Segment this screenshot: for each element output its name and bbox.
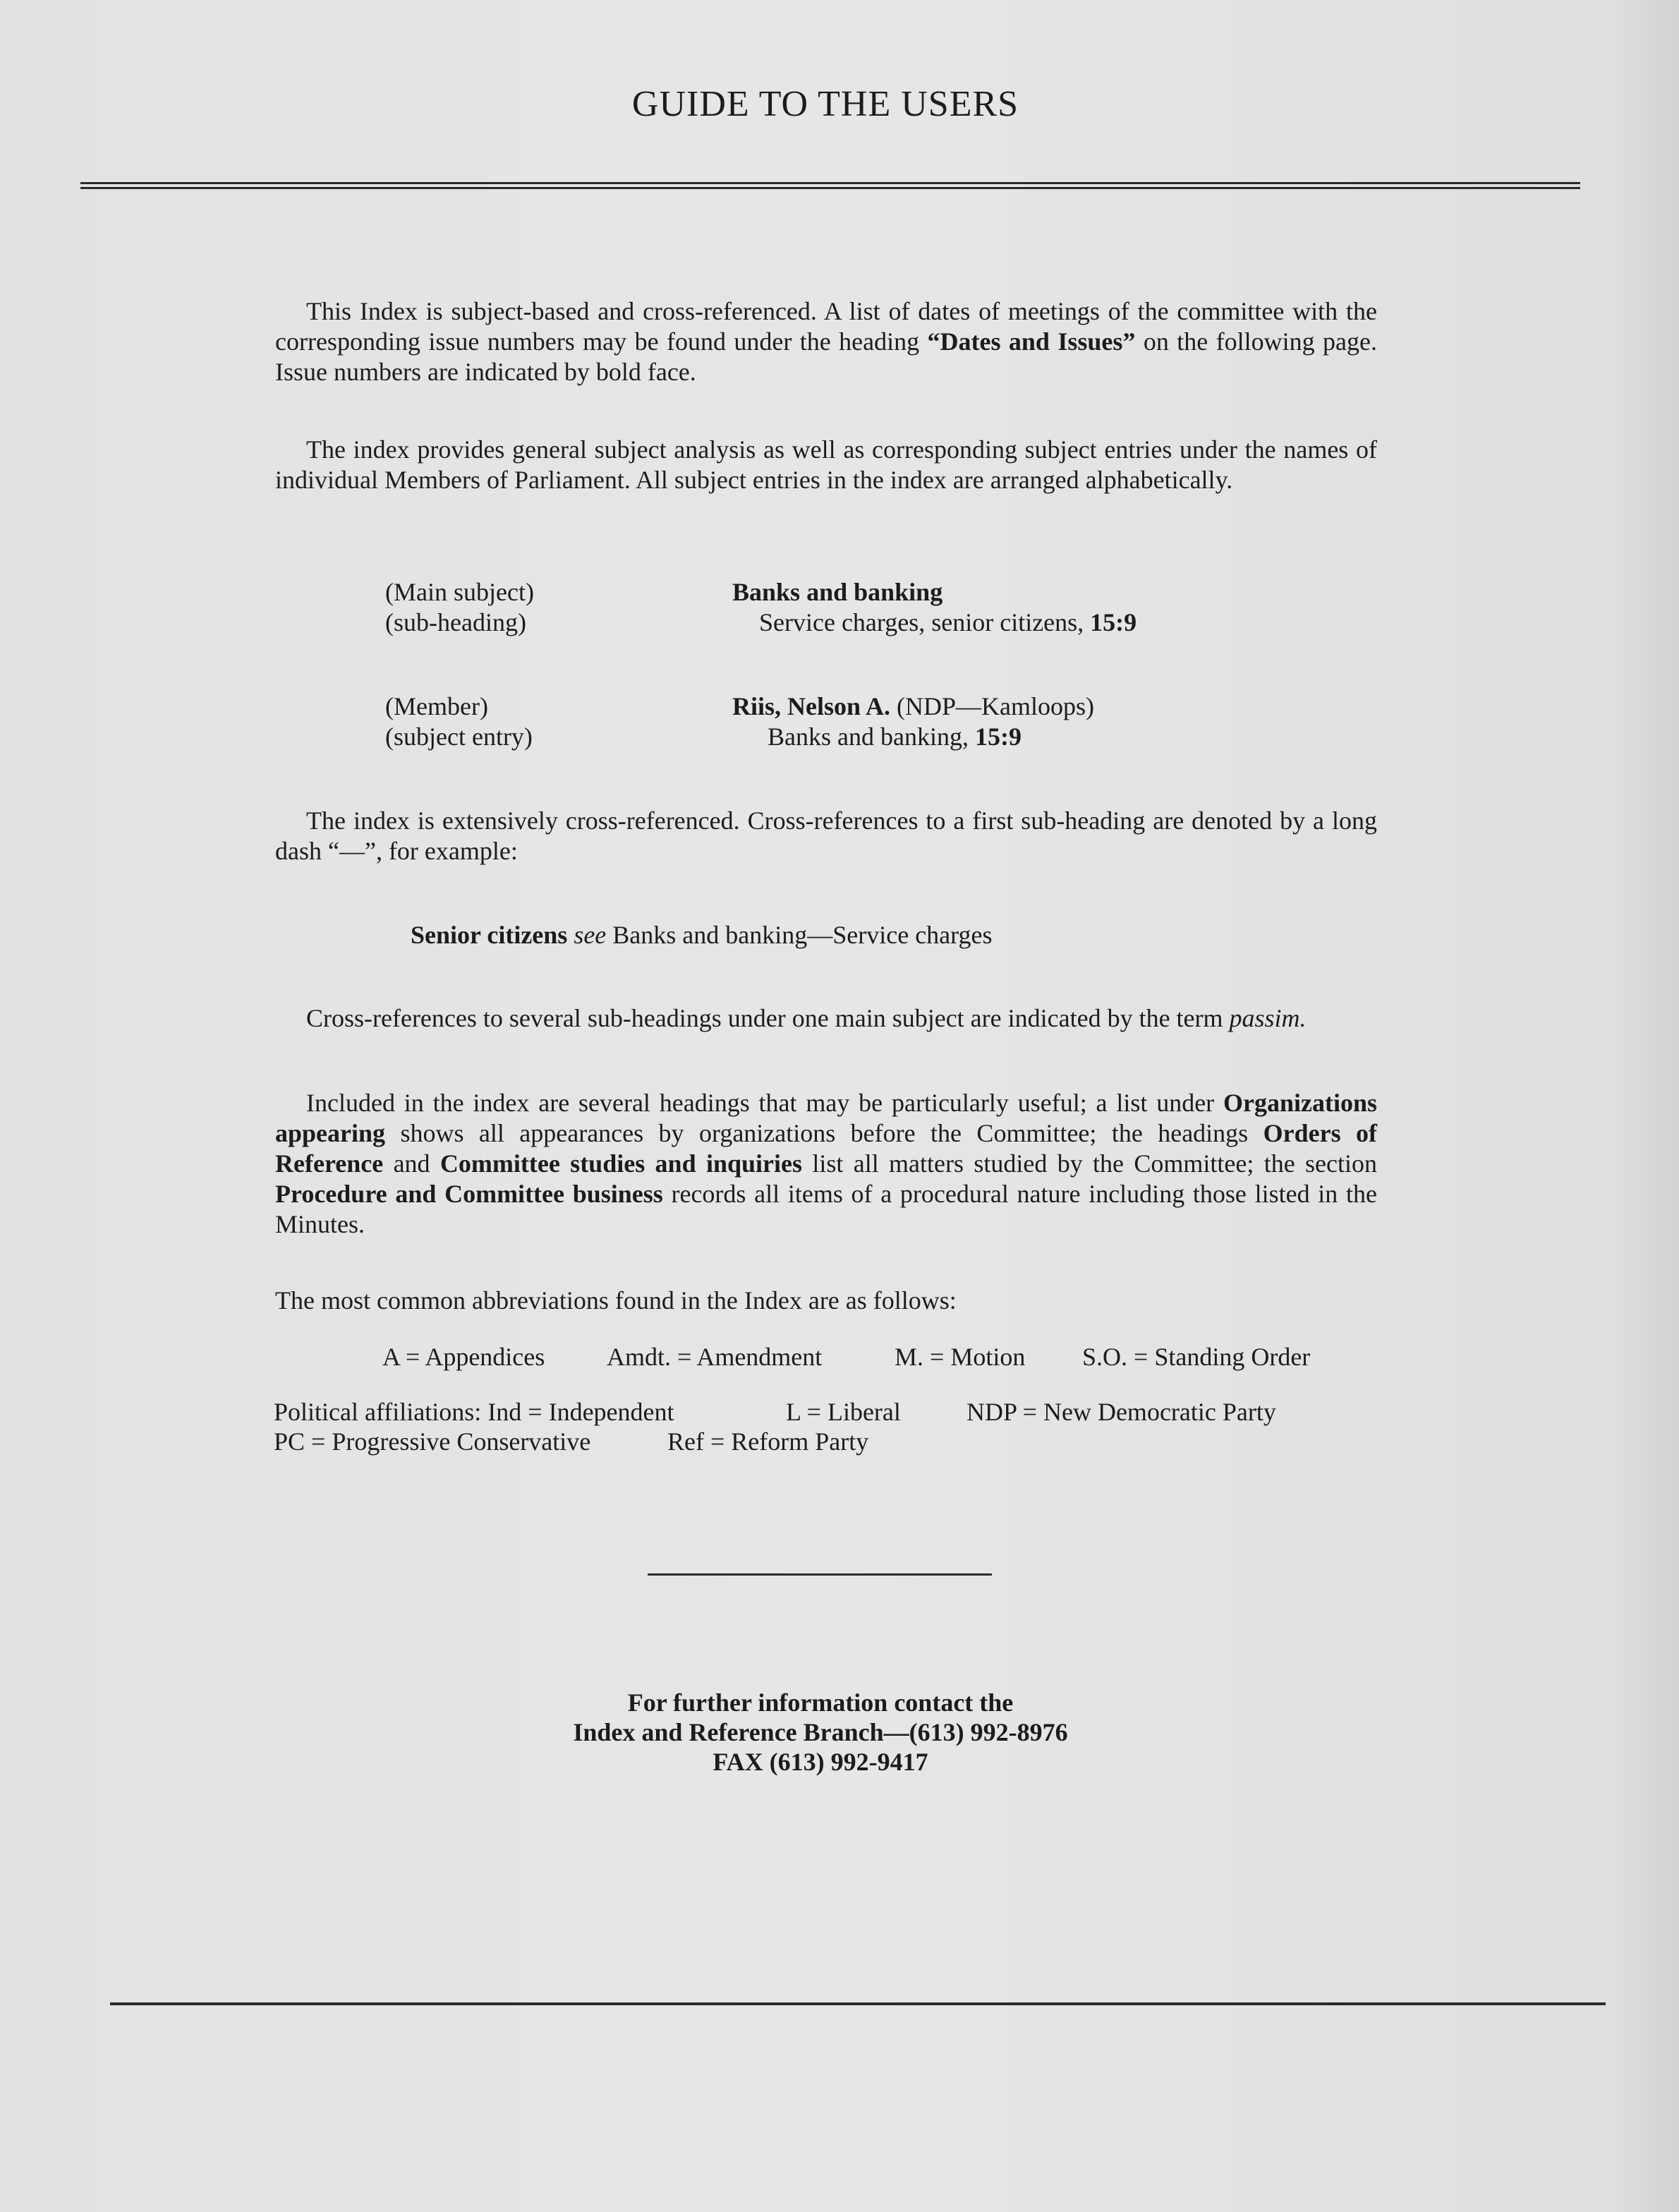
cross-example-see: see: [567, 921, 607, 949]
example-member-party: (NDP—Kamloops): [890, 692, 1095, 720]
useful-headings-paragraph: [275, 1088, 1377, 1240]
footer-line-2: Index and Reference Branch—(613) 992-8976: [573, 1718, 1068, 1746]
affiliation-liberal: L = Liberal: [786, 1398, 901, 1426]
intro-text-2: on the following page. Issue numbers are indicated by bold face.: [275, 327, 1377, 386]
useful-bold-studies: Committee studies and inquiries: [440, 1149, 802, 1178]
subject-analysis-paragraph: [275, 435, 1377, 495]
affiliation-pc: PC = Progressive Conservative: [274, 1427, 591, 1456]
useful-bold-procedure: Procedure and Committee business: [275, 1180, 663, 1208]
example-member-subject-issue: 15:9: [974, 723, 1022, 751]
example-label-subject-entry: (subject entry): [385, 723, 533, 751]
example-entry-sub: [759, 608, 1136, 638]
example-member-subject: [768, 722, 1022, 752]
example-entry-sub-text: Service charges, senior citizens,: [759, 608, 1091, 636]
page-title: GUIDE TO THE USERS: [631, 84, 1019, 124]
example-member-name: Riis, Nelson A.: [732, 692, 891, 720]
example-entry-sub-issue: 15:9: [1090, 608, 1137, 636]
footer-line-3: FAX (613) 992-9417: [713, 1748, 928, 1776]
useful-text-4: list all matters studied by the Committee; the section: [802, 1149, 1377, 1178]
useful-bold-orders: Orders of Reference: [275, 1119, 1377, 1178]
passim-italic: passim.: [1229, 1004, 1307, 1032]
header-double-rule: [80, 182, 1580, 189]
subject-analysis-text: The index provides general subject analysis as well as corresponding subject entries under the names of individual Members of Parliament. All subject entries in the index are arranged alphabetically.: [275, 435, 1377, 494]
useful-text-1: Included in the index are several headings that may be particularly useful; a list under: [306, 1089, 1223, 1117]
intro-paragraph: [275, 296, 1377, 387]
abbrev-standing-order: S.O. = Standing Order: [1082, 1343, 1311, 1371]
cross-reference-text: The index is extensively cross-referenced. Cross-references to a first sub-heading are denoted by a long dash “—”, for example:: [275, 806, 1377, 865]
affiliation-independent: Political affiliations: Ind = Independent: [274, 1398, 674, 1426]
affiliation-reform: Ref = Reform Party: [667, 1427, 869, 1456]
cross-example-rest: Banks and banking—Service charges: [606, 921, 993, 949]
example-member-entry: [732, 691, 1094, 722]
footer-line-1: For further information contact the: [627, 1688, 1014, 1717]
example-label-sub-heading: (sub-heading): [385, 608, 526, 636]
cross-example-bold: Senior citizens: [411, 921, 568, 949]
abbreviations-intro: The most common abbreviations found in the Index are as follows:: [275, 1286, 957, 1314]
section-divider: [648, 1573, 992, 1576]
intro-text-1: This Index is subject-based and cross-referenced. A list of dates of meetings of the committee with the corresponding issue numbers may be found under the heading: [275, 297, 1377, 356]
bottom-rule: [110, 2002, 1606, 2005]
contact-footer: [0, 1688, 1641, 1777]
intro-bold-dates-issues: “Dates and Issues”: [927, 327, 1136, 356]
cross-reference-example: [411, 920, 992, 950]
example-label-member: (Member): [385, 692, 488, 720]
abbrev-amendment: Amdt. = Amendment: [607, 1343, 823, 1371]
example-label-main-subject: (Main subject): [385, 578, 534, 606]
useful-text-5: records all items of a procedural nature including those listed in the Minutes.: [275, 1180, 1377, 1238]
passim-text: Cross-references to several sub-headings under one main subject are indicated by the term: [306, 1004, 1230, 1032]
useful-bold-organizations: Organizations appearing: [275, 1089, 1377, 1147]
cross-reference-paragraph: [275, 806, 1377, 866]
passim-paragraph: [275, 1003, 1377, 1034]
useful-text-2: shows all appearances by organizations before the Committee; the headings: [385, 1119, 1263, 1147]
affiliation-ndp: NDP = New Democratic Party: [966, 1398, 1276, 1426]
abbrev-motion: M. = Motion: [895, 1343, 1026, 1371]
useful-text-3: and: [383, 1149, 440, 1178]
abbrev-appendices: A = Appendices: [382, 1343, 545, 1371]
example-entry-main-text: Banks and banking: [732, 578, 943, 606]
example-member-subject-text: Banks and banking,: [768, 723, 975, 751]
example-entry-main: [732, 577, 942, 608]
